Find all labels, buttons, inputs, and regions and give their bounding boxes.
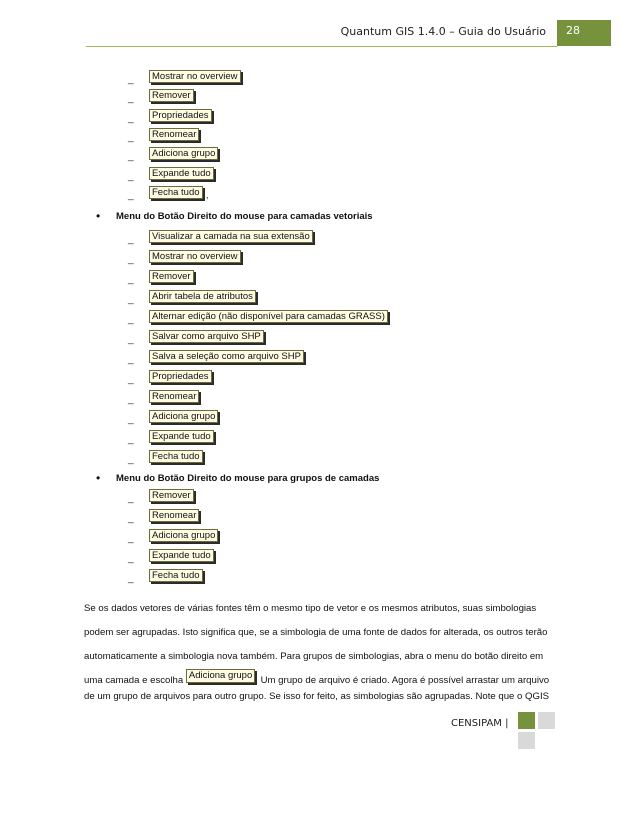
menu-item-button: Propriedades bbox=[149, 109, 212, 122]
dash-marker: _ bbox=[128, 131, 134, 143]
paragraph-line-4-end: . Um grupo de arquivo é criado. Agora é possível arrastar um arquivo bbox=[255, 675, 550, 686]
menu-item-button: Renomear bbox=[149, 128, 199, 141]
dash-marker: _ bbox=[128, 334, 134, 345]
dash-marker: _ bbox=[128, 493, 134, 504]
dash-marker: _ bbox=[128, 553, 134, 564]
paragraph-line-1: Se os dados vetores de várias fontes têm o mesmo tipo de vetor e os mesmos atributos, suas simbologias bbox=[84, 603, 537, 614]
paragraph-line-3: automaticamente a simbologia nova também. Para grupos de simbologias, abra o menu do botão direito em bbox=[84, 651, 544, 662]
page-header bbox=[0, 0, 638, 48]
dash-marker: _ bbox=[128, 112, 134, 124]
dash-marker: _ bbox=[128, 414, 134, 425]
header-rule bbox=[86, 46, 557, 47]
menu-item-button: Renomear bbox=[149, 390, 199, 403]
page-number-box bbox=[557, 20, 611, 46]
menu-item-button: Adiciona grupo bbox=[149, 529, 218, 542]
bullet-heading-text: Menu do Botão Direito do mouse para grupos de camadas bbox=[116, 473, 380, 484]
bullet-heading-text: Menu do Botão Direito do mouse para camadas vetoriais bbox=[116, 211, 373, 222]
dash-marker: _ bbox=[128, 254, 134, 265]
menu-item-button: Salva a seleção como arquivo SHP bbox=[149, 350, 304, 363]
menu-item-button: Visualizar a camada na sua extensão bbox=[149, 230, 313, 243]
menu-item-button: Salvar como arquivo SHP bbox=[149, 330, 264, 343]
dash-marker: _ bbox=[128, 513, 134, 524]
menu-item-button: Propriedades bbox=[149, 370, 212, 383]
menu-item-button: Expande tudo bbox=[149, 549, 214, 562]
dash-marker: _ bbox=[128, 573, 134, 584]
bullet-icon: • bbox=[96, 471, 101, 485]
menu-item-button: Remover bbox=[149, 489, 194, 502]
menu-item-button: Adiciona grupo bbox=[149, 410, 218, 423]
dash-marker: _ bbox=[128, 274, 134, 285]
footer-square-grey-2 bbox=[518, 732, 535, 749]
menu-item-button: Remover bbox=[149, 270, 194, 283]
dash-marker: _ bbox=[128, 354, 134, 365]
dash-marker: _ bbox=[128, 189, 134, 201]
menu-item-button: Alternar edição (não disponível para camadas GRASS) bbox=[149, 310, 388, 323]
menu-item-button: Remover bbox=[149, 89, 194, 102]
menu-item-button: Mostrar no overview bbox=[149, 250, 241, 263]
menu-item-button: Abrir tabela de atributos bbox=[149, 290, 256, 303]
menu-item-button: Fecha tudo bbox=[149, 450, 203, 463]
paragraph-line-2: podem ser agrupadas. Isto significa que, se a simbologia de uma fonte de dados for alterada, os outros terão bbox=[84, 627, 548, 638]
menu-item-button: Fecha tudo bbox=[149, 186, 203, 199]
dash-marker: _ bbox=[128, 294, 134, 305]
menu-item-button: Expande tudo bbox=[149, 167, 214, 180]
paragraph-line-4 bbox=[84, 670, 558, 688]
dash-marker: _ bbox=[128, 314, 134, 325]
footer-text: CENSIPAM | bbox=[451, 718, 509, 729]
menu-item-button: Expande tudo bbox=[149, 430, 214, 443]
menu-item-button: Fecha tudo bbox=[149, 569, 203, 582]
footer-square-grey-1 bbox=[538, 712, 555, 729]
dash-marker: _ bbox=[128, 74, 134, 85]
menu-item-button: Renomear bbox=[149, 509, 199, 522]
dash-marker: _ bbox=[128, 93, 134, 105]
paragraph-line-4-start: uma camada e escolha bbox=[84, 675, 184, 686]
inline-add-group-button: Adiciona grupo bbox=[186, 669, 255, 683]
paragraph-line-5: de um grupo de arquivos para outro grupo. Se isso for feito, as simbologias são agrupadas. Note que o QGIS bbox=[84, 691, 550, 702]
dash-marker: _ bbox=[128, 170, 134, 182]
dash-marker: _ bbox=[128, 151, 134, 163]
dash-marker: _ bbox=[128, 394, 134, 405]
trailing-comma: , bbox=[206, 189, 209, 200]
menu-item-button: Mostrar no overview bbox=[149, 70, 241, 83]
dash-marker: _ bbox=[128, 533, 134, 544]
bullet-icon: • bbox=[96, 209, 101, 223]
header-title: Quantum GIS 1.4.0 – Guia do Usuário bbox=[340, 25, 546, 38]
dash-marker: _ bbox=[128, 434, 134, 445]
footer-square-green-1 bbox=[518, 712, 535, 729]
menu-item-button: Adiciona grupo bbox=[149, 147, 218, 160]
dash-marker: _ bbox=[128, 454, 134, 465]
page-number: 28 bbox=[566, 24, 580, 37]
dash-marker: _ bbox=[128, 374, 134, 385]
dash-marker: _ bbox=[128, 234, 134, 245]
